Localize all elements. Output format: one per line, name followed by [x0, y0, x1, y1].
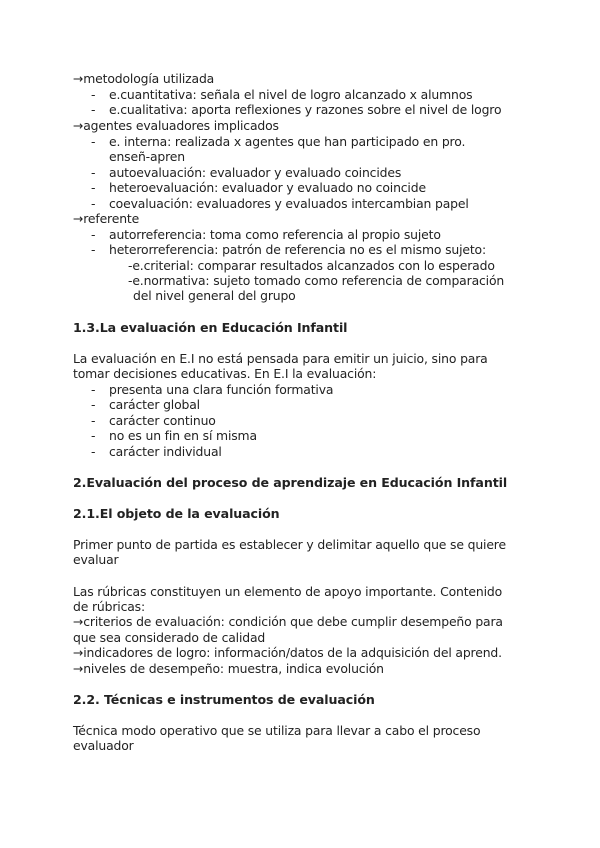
paragraph-line: Técnica modo operativo que se utiliza para llevar a cabo el proceso	[73, 723, 481, 738]
section-title: 1.3.La evaluación en Educación Infantil	[73, 320, 348, 335]
bullet: -	[91, 227, 96, 242]
paragraph-line: La evaluación en E.I no está pensada para emitir un juicio, sino para	[73, 351, 488, 366]
list-item: no es un fin en sí misma	[109, 428, 257, 443]
list-item: heteroevaluación: evaluador y evaluado no coincide	[109, 180, 426, 195]
paragraph-line: →criterios de evaluación: condición que debe cumplir desempeño para	[73, 614, 503, 629]
bullet: -	[91, 196, 96, 211]
bullet: -	[91, 87, 96, 102]
list-item: presenta una clara función formativa	[109, 382, 334, 397]
paragraph-line: que sea considerado de calidad	[73, 630, 266, 645]
sub-list-item-continuation: del nivel general del grupo	[133, 288, 296, 303]
list-item: autoevaluación: evaluador y evaluado coincides	[109, 165, 402, 180]
bullet: -	[91, 102, 96, 117]
paragraph-line: →indicadores de logro: información/datos de la adquisición del aprend.	[73, 645, 502, 660]
list-item: e.cuantitativa: señala el nivel de logro alcanzado x alumnos	[109, 87, 473, 102]
list-item: heterorreferencia: patrón de referencia no es el mismo sujeto:	[109, 242, 487, 257]
list-item: carácter global	[109, 397, 200, 412]
bullet: -	[91, 242, 96, 257]
section-title: 2.2. Técnicas e instrumentos de evaluación	[73, 692, 375, 707]
list-item: carácter continuo	[109, 413, 216, 428]
bullet: -	[91, 413, 96, 428]
sub-list-item: -e.normativa: sujeto tomado como referencia de comparación	[128, 273, 505, 288]
agents-heading: →agentes evaluadores implicados	[73, 118, 279, 133]
sub-list-item: -e.criterial: comparar resultados alcanzados con lo esperado	[128, 258, 495, 273]
list-item: e.cualitativa: aporta reflexiones y razones sobre el nivel de logro	[109, 102, 502, 117]
paragraph-line: →niveles de desempeño: muestra, indica evolución	[73, 661, 384, 676]
bullet: -	[91, 134, 96, 149]
section-title: 2.1.El objeto de la evaluación	[73, 506, 280, 521]
reference-heading: →referente	[73, 211, 140, 226]
list-item: coevaluación: evaluadores y evaluados intercambian papel	[109, 196, 469, 211]
paragraph-line: evaluar	[73, 552, 119, 567]
paragraph-line: Primer punto de partida es establecer y delimitar aquello que se quiere	[73, 537, 506, 552]
bullet: -	[91, 397, 96, 412]
methodology-heading: →metodología utilizada	[73, 71, 215, 86]
section-title: 2.Evaluación del proceso de aprendizaje en Educación Infantil	[73, 475, 508, 490]
paragraph-line: tomar decisiones educativas. En E.I la evaluación:	[73, 366, 377, 381]
paragraph-line: Las rúbricas constituyen un elemento de apoyo importante. Contenido	[73, 584, 503, 599]
list-item: autorreferencia: toma como referencia al propio sujeto	[109, 227, 441, 242]
list-item: e. interna: realizada x agentes que han participado en pro.	[109, 134, 466, 149]
list-item: carácter individual	[109, 444, 222, 459]
bullet: -	[91, 428, 96, 443]
bullet: -	[91, 382, 96, 397]
bullet: -	[91, 165, 96, 180]
paragraph-line: de rúbricas:	[73, 599, 146, 614]
list-item-continuation: enseñ-apren	[109, 149, 185, 164]
bullet: -	[91, 180, 96, 195]
bullet: -	[91, 444, 96, 459]
paragraph-line: evaluador	[73, 738, 134, 753]
